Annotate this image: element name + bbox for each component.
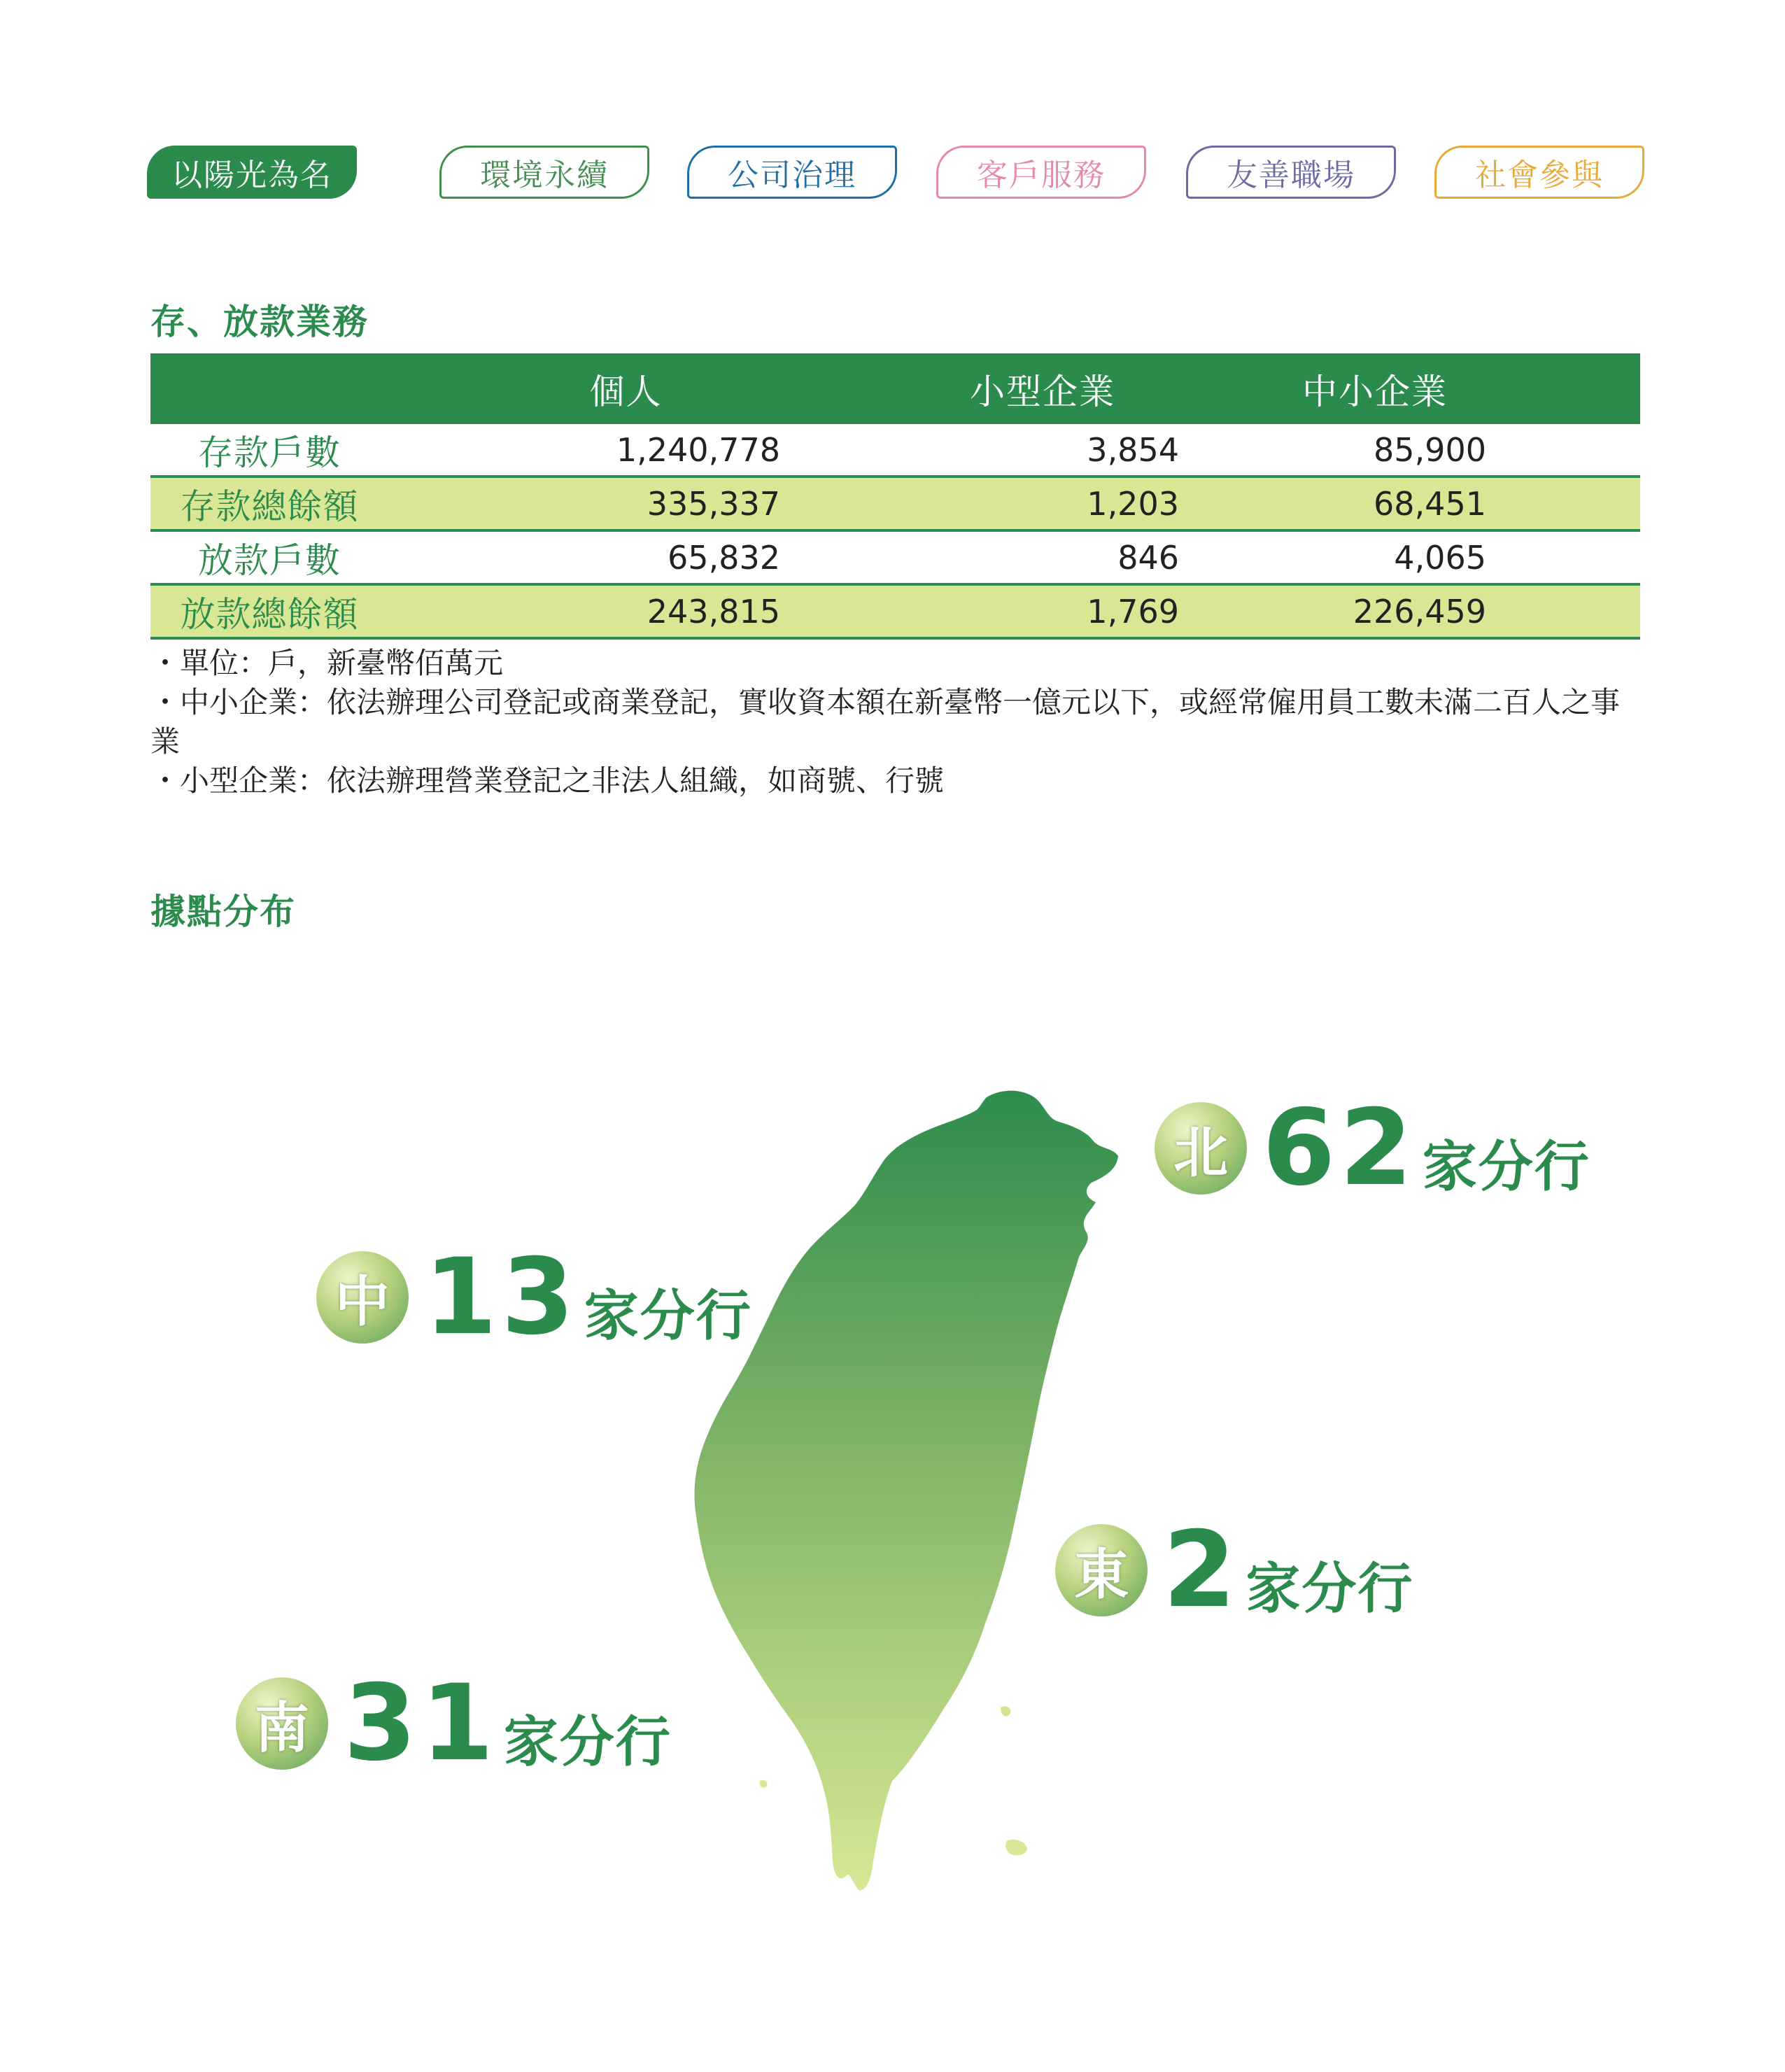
cell-value: 3,854 xyxy=(864,424,1221,477)
badge-east: 東 xyxy=(1055,1524,1148,1616)
cell-value: 226,459 xyxy=(1221,584,1640,638)
badge-south: 南 xyxy=(236,1677,328,1770)
cell-value: 85,900 xyxy=(1221,424,1640,477)
badge-central: 中 xyxy=(316,1251,409,1344)
note-small-business: ・小型企業：依法辦理營業登記之非法人組織，如商號、行號 xyxy=(150,763,945,798)
cell-value: 68,451 xyxy=(1221,477,1640,530)
note-sme: ・中小企業：依法辦理公司登記或商業登記，實收資本額在新臺幣一億元以下，或經常僱用員工數未滿二百人之事業 xyxy=(150,685,1621,759)
count-south: 31 xyxy=(344,1663,498,1784)
tab-environment[interactable]: 環境永續 xyxy=(439,146,649,199)
row-label: 放款戶數 xyxy=(150,530,388,584)
cell-value: 335,337 xyxy=(388,477,864,530)
region-north xyxy=(1155,1087,1590,1209)
island-green xyxy=(1001,1706,1010,1716)
taiwan-island xyxy=(694,1091,1118,1891)
row-label: 存款總餘額 xyxy=(150,477,388,530)
unit-east: 家分行 xyxy=(1246,1558,1414,1621)
header-individual: 個人 xyxy=(388,353,864,424)
unit-south: 家分行 xyxy=(503,1711,672,1774)
island-orchid xyxy=(1006,1840,1027,1856)
row-label: 放款總餘額 xyxy=(150,584,388,638)
tab-customer-service[interactable]: 客戶服務 xyxy=(936,146,1146,199)
count-east: 2 xyxy=(1163,1509,1241,1631)
unit-north: 家分行 xyxy=(1422,1136,1590,1199)
cell-value: 1,203 xyxy=(864,477,1221,530)
cell-value: 65,832 xyxy=(388,530,864,584)
row-label: 存款戶數 xyxy=(150,424,388,477)
island-liuqiu xyxy=(760,1780,768,1788)
unit-central: 家分行 xyxy=(584,1285,752,1348)
region-south xyxy=(236,1663,672,1784)
tab-workplace[interactable]: 友善職場 xyxy=(1186,146,1396,199)
cell-value: 1,240,778 xyxy=(388,424,864,477)
deposit-loan-title: 存、放款業務 xyxy=(150,302,369,342)
branches-title: 據點分布 xyxy=(150,891,296,932)
header-sme: 中小企業 xyxy=(1221,353,1640,424)
region-central xyxy=(316,1236,752,1358)
badge-north: 北 xyxy=(1155,1102,1247,1194)
cell-value: 846 xyxy=(864,530,1221,584)
tab-sunshine[interactable]: 以陽光為名 xyxy=(147,146,357,199)
region-east xyxy=(1055,1509,1414,1631)
cell-value: 4,065 xyxy=(1221,530,1640,584)
tab-social[interactable]: 社會參與 xyxy=(1434,146,1644,199)
count-north: 62 xyxy=(1262,1087,1417,1209)
cell-value: 1,769 xyxy=(864,584,1221,638)
header-small-business: 小型企業 xyxy=(864,353,1221,424)
count-central: 13 xyxy=(424,1236,579,1358)
cell-value: 243,815 xyxy=(388,584,864,638)
note-unit: ・單位：戶，新臺幣佰萬元 xyxy=(150,646,504,680)
tab-governance[interactable]: 公司治理 xyxy=(687,146,897,199)
